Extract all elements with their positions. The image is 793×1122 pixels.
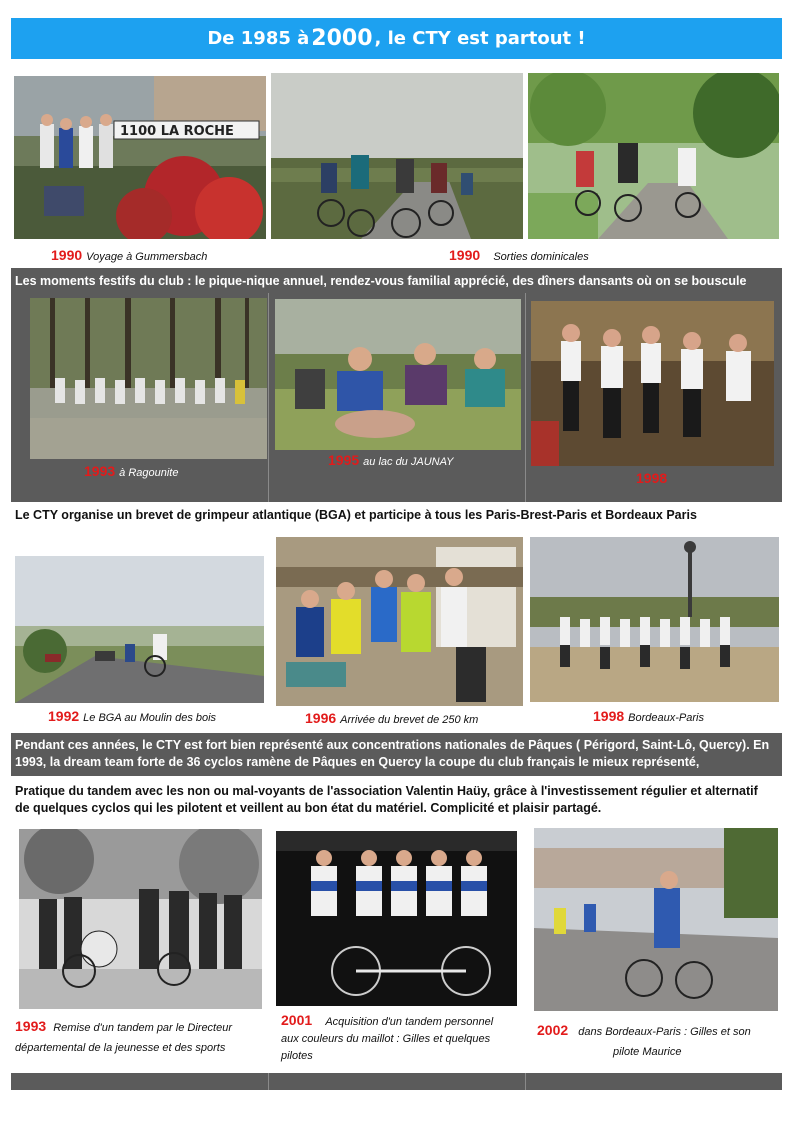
column-divider <box>268 1073 269 1090</box>
column-divider <box>525 1073 526 1090</box>
footer-bar <box>11 1073 782 1090</box>
photo-arrivee-250km <box>276 537 523 706</box>
caption-1998-dance: 1998 <box>636 470 668 486</box>
title-part1: De 1985 à <box>207 28 310 49</box>
title-part2: , le CTY est partout ! <box>374 28 586 49</box>
photo-jaunay <box>275 299 521 450</box>
caption-1996-arrivee: 1996 Arrivée du brevet de 250 km <box>305 710 479 726</box>
photo-ragounite <box>30 298 267 459</box>
photo-gummersbach <box>14 76 266 239</box>
paques-band <box>11 733 782 776</box>
photo-remise-tandem <box>19 829 262 1009</box>
paques-line-1: Pendant ces années, le CTY est fort bien représenté aux concentrations nationales de Pâques ( Périgord, Saint-Lô, Quercy). En <box>15 738 770 752</box>
bga-text: Le CTY organise un brevet de grimpeur atlantique (BGA) et participe à tous les Paris-Brest-Paris et Bordeaux Paris <box>15 508 697 522</box>
title-year: 2000 <box>311 26 373 51</box>
caption-1995-jaunay: 1995 au lac du JAUNAY <box>328 452 454 468</box>
caption-1998-bordeaux: 1998 Bordeaux-Paris <box>593 708 704 724</box>
caption-1990-sorties: 1990 Sorties dominicales <box>449 247 589 263</box>
photo-bordeaux-paris-2002 <box>534 828 778 1011</box>
caption-2001-acquisition: 2001 Acquisition d'un tandem personnel aux couleurs du maillot : Gilles et quelques pilotes <box>281 1012 494 1062</box>
paques-line-2: 1993, la dream team forte de 36 cyclos ramène de Pâques en Quercy la coupe du club français le mieux représenté, <box>15 755 700 769</box>
caption-2002-bordeaux: 2002 dans Bordeaux-Paris : Gilles et son pilote Maurice <box>537 1022 751 1058</box>
page-title-banner <box>11 18 782 59</box>
photo-1998-dance <box>531 301 774 466</box>
festive-text: Les moments festifs du club : le pique-nique annuel, rendez-vous familial apprécié, des dîners dansants où on se bouscule <box>15 274 747 288</box>
caption-1993-remise: 1993 Remise d'un tandem par le Directeur départemental de la jeunesse et des sports <box>15 1018 233 1054</box>
column-divider <box>525 293 526 502</box>
photo-bordeaux-paris-1998 <box>530 537 779 702</box>
column-divider <box>268 293 269 502</box>
sign-text: 1100 LA ROCHE <box>120 124 234 139</box>
caption-1992-bga: 1992 Le BGA au Moulin des bois <box>48 708 217 724</box>
caption-1990-gummersbach: 1990 Voyage à Gummersbach <box>51 247 208 263</box>
caption-1993-ragounite: 1993 à Ragounite <box>84 463 179 479</box>
photo-sorties-2 <box>528 73 779 239</box>
photo-sorties-1 <box>271 73 523 239</box>
tandem-line-1: Pratique du tandem avec les non ou mal-voyants de l'association Valentin Haüy, grâce à l'investissement régulier et alternatif <box>15 784 758 798</box>
photo-bga-moulin <box>15 556 264 703</box>
tandem-line-2: de quelques cyclos qui les pilotent et veillent au bon état du matériel. Complicité et plaisir partagé. <box>15 801 602 815</box>
photo-tandem-2001 <box>276 831 517 1006</box>
